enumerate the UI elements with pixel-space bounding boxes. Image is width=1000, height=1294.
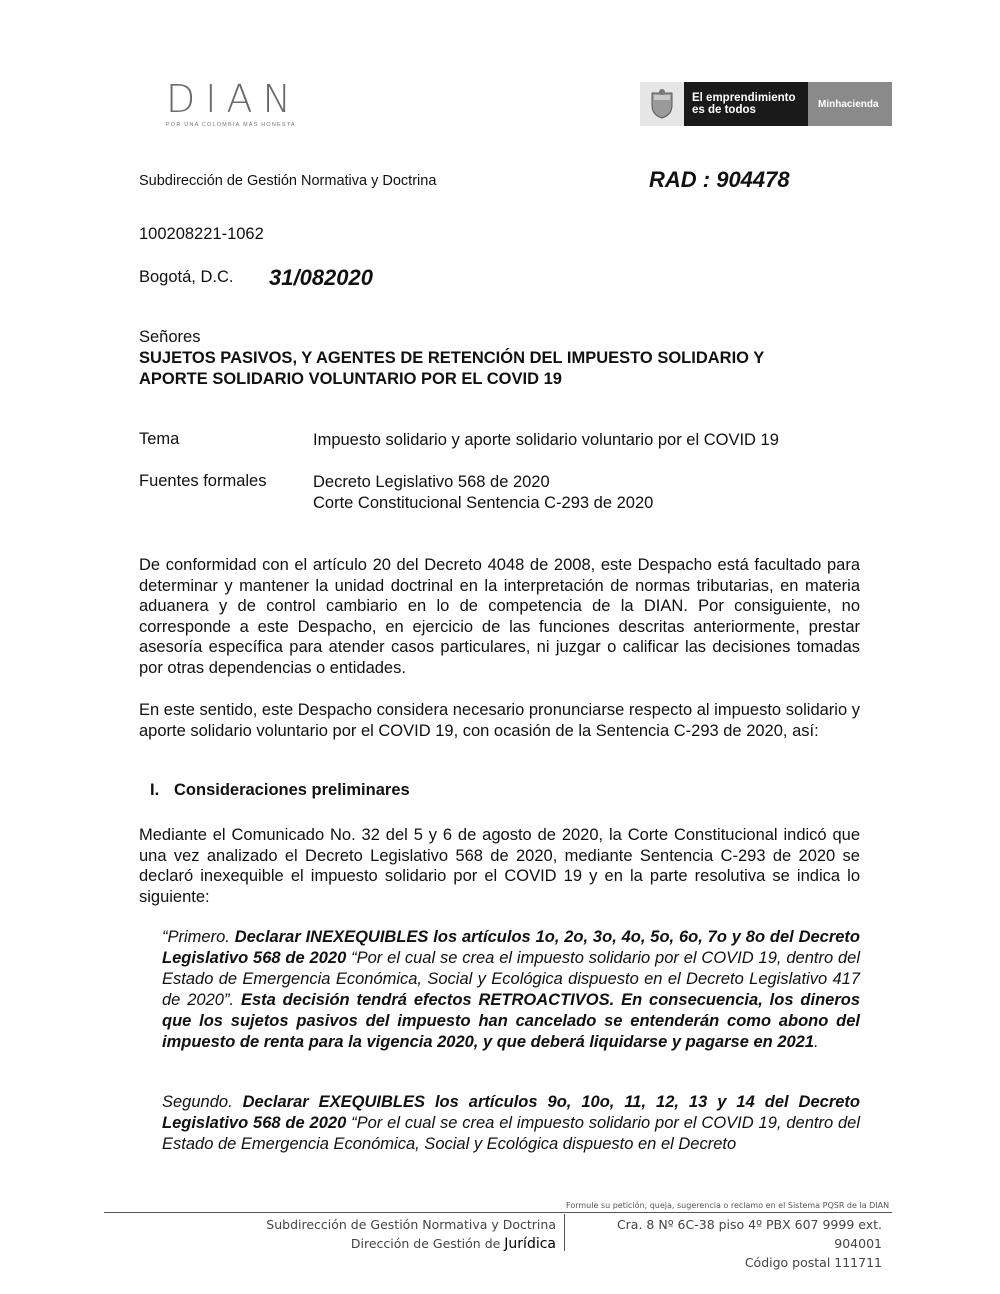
city: Bogotá, D.C. [139, 268, 234, 286]
document-date: 31/082020 [269, 265, 373, 290]
tema-value: Impuesto solidario y aporte solidario voluntario por el COVID 19 [313, 431, 779, 449]
quote-text: “Por el cual se crea el impuesto solidario por el COVID 19, dentro del Estado de Emergencia Económica, Social y Ecológica dispuesto en el Decreto Legislativo 417 de 2020”. [162, 949, 861, 1009]
paragraph-2: En este sentido, este Despacho considera necesario pronunciarse respecto al impuesto solidario y aporte solidario voluntario por el COVID 19, con ocasión de la Sentencia C-293 de 2020, así: [139, 701, 860, 740]
footer-address-line: Cra. 8 Nº 6C-38 piso 4º PBX 607 9999 ext. 904001 [616, 1217, 882, 1251]
footer-divider [564, 1214, 565, 1251]
addressee-line: SUJETOS PASIVOS, Y AGENTES DE RETENCIÓN DEL IMPUESTO SOLIDARIO Y [139, 349, 765, 367]
fuentes-item: Corte Constitucional Sentencia C-293 de 2020 [313, 494, 654, 512]
fuentes-value [313, 472, 653, 514]
colombia-crest-icon [640, 82, 684, 126]
tema-label: Tema [139, 430, 180, 448]
quote-text: Segundo. [162, 1093, 243, 1111]
footer-postal-code: Código postal 111711 [744, 1255, 882, 1270]
government-banner [640, 82, 892, 126]
ministry-label: Minhacienda [808, 82, 892, 126]
salutation: Señores [139, 328, 201, 346]
section-title: Consideraciones preliminares [174, 781, 410, 799]
pqsr-note: Formule su petición, queja, sugerencia o reclamo en el Sistema PQSR de la DIAN [566, 1201, 890, 1210]
fuentes-item: Decreto Legislativo 568 de 2020 [313, 473, 550, 491]
footer-rule [104, 1212, 892, 1213]
footer-office-line: Subdirección de Gestión Normativa y Doctrina [266, 1217, 556, 1232]
addressee [139, 348, 859, 390]
footer-office-line [200, 1234, 556, 1254]
gov-slogan [684, 82, 808, 126]
fuentes-label: Fuentes formales [139, 472, 267, 490]
addressee-line: APORTE SOLIDARIO VOLUNTARIO POR EL COVID 19 [139, 370, 562, 388]
office-name: Subdirección de Gestión Normativa y Doctrina [139, 173, 437, 189]
quote-text: . [814, 1033, 819, 1051]
dian-logo [166, 77, 326, 128]
section-number: I. [150, 781, 160, 799]
quote-segundo [162, 1092, 860, 1155]
gov-slogan-line1: El emprendimiento [692, 92, 796, 104]
footer-office [200, 1215, 556, 1254]
quote-bold: Declarar EXEQUIBLES los artículos 9o, 10o, 11, 12, 13 y 14 del Decreto Legislativo 568 de 2020 [162, 1093, 860, 1132]
quote-text: “Por el cual se crea el impuesto solidario por el COVID 19, dentro del Estado de Emergencia Económica, Social y Ecológica dispuesto en el Decreto [162, 1114, 861, 1153]
paragraph-1: De conformidad con el artículo 20 del Decreto 4048 de 2008, este Despacho está facultado para determinar y mantener la unidad doctrinal en la interpretación de normas tributarias, en materia aduanera y de control cambiario en lo de competencia de la DIAN. Por consiguiente, no corresponde a este Despacho, en ejercicio de las funciones descritas anteriormente, prestar asesoría específica para atender casos particulares, ni juzgar o calificar las decisiones tomadas por otras dependencias o entidades. [139, 556, 860, 677]
file-number: 100208221-1062 [139, 225, 264, 243]
section-heading [150, 781, 410, 800]
footer-direction-prefix: Dirección de Gestión de [350, 1236, 505, 1251]
dian-tagline: POR UNA COLOMBIA MÁS HONESTA [166, 122, 296, 128]
footer-address [576, 1215, 882, 1272]
quote-primero [162, 927, 860, 1053]
rad-number: RAD : 904478 [649, 167, 790, 192]
dian-wordmark: DIAN [166, 77, 301, 121]
paragraph-3: Mediante el Comunicado No. 32 del 5 y 6 de agosto de 2020, la Corte Constitucional indicó que una vez analizado el Decreto Legislativo 568 de 2020, mediante Sentencia C-293 de 2020 se declaró inexequible el impuesto solidario por el COVID 19 y en la parte resolutiva se indica lo siguiente: [139, 826, 860, 906]
gov-slogan-line2: es de todos [692, 104, 756, 116]
quote-bold: Declarar INEXEQUIBLES los artículos 1o, 2o, 3o, 4o, 5o, 6o, 7o y 8o del Decreto Legislativo 568 de 2020 [162, 928, 861, 967]
footer-direction-name: Jurídica [504, 1236, 556, 1252]
quote-text: “Primero. [162, 928, 235, 946]
quote-bold: Esta decisión tendrá efectos RETROACTIVOS. En consecuencia, los dineros que los sujetos pasivos del impuesto han cancelado se entenderán como abono del impuesto de renta para la vigencia 2020, y que deberá liquidarse y pagarse en 2021 [162, 991, 860, 1051]
